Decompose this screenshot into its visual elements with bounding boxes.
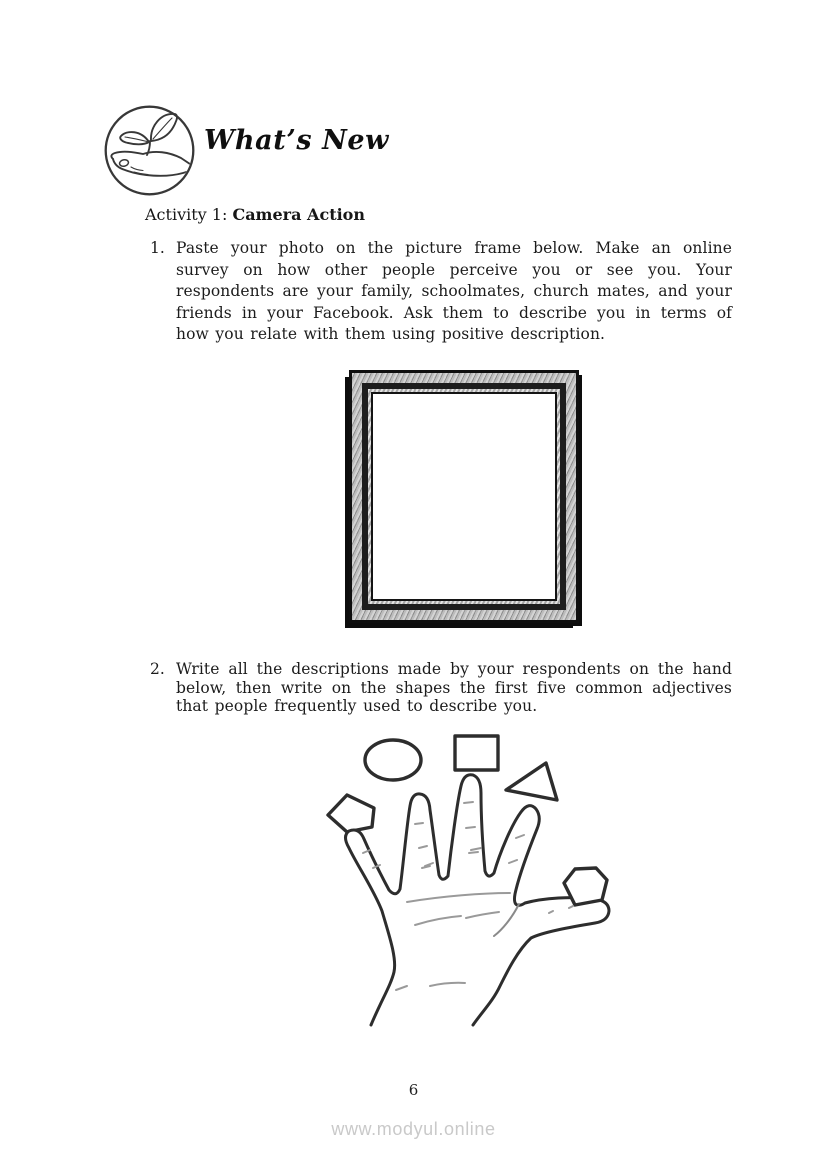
item-number: 2. xyxy=(150,660,165,678)
activity-prefix: Activity 1: xyxy=(145,205,228,224)
page-number: 6 xyxy=(408,1081,419,1099)
open-hand-with-shapes-figure xyxy=(303,727,630,1032)
instruction-item-1 xyxy=(150,238,732,346)
watermark-text: www.modyul.online xyxy=(331,1119,496,1139)
item-text: Write all the descriptions made by your respondents on the hand below, then write on the shapes the first five common adjectives that people frequently used to describe you. xyxy=(176,660,732,716)
empty-picture-frame-figure xyxy=(349,370,579,623)
instruction-item-2 xyxy=(150,660,732,716)
square-shape xyxy=(455,736,498,770)
hand-outline xyxy=(346,775,610,1025)
item-number: 1. xyxy=(150,239,165,257)
page-title: What’s New xyxy=(204,125,390,156)
activity-heading xyxy=(145,205,365,224)
item-text: Paste your photo on the picture frame below. Make an online survey on how other people perceive you or see you. Your respondents are your family, schoolmates, church mates, and your friends in your Facebook. Ask them to describe you in terms of how you relate with them using positive description. xyxy=(176,239,732,344)
frame-photo-area xyxy=(371,392,557,601)
frame-inner-band xyxy=(362,383,566,610)
hand-holding-seedling-icon xyxy=(103,104,196,197)
hexagon-shape xyxy=(564,868,607,905)
triangle-shape xyxy=(506,763,557,800)
pentagon-shape xyxy=(328,795,374,832)
activity-name: Camera Action xyxy=(232,205,365,224)
ellipse-shape xyxy=(365,740,421,780)
